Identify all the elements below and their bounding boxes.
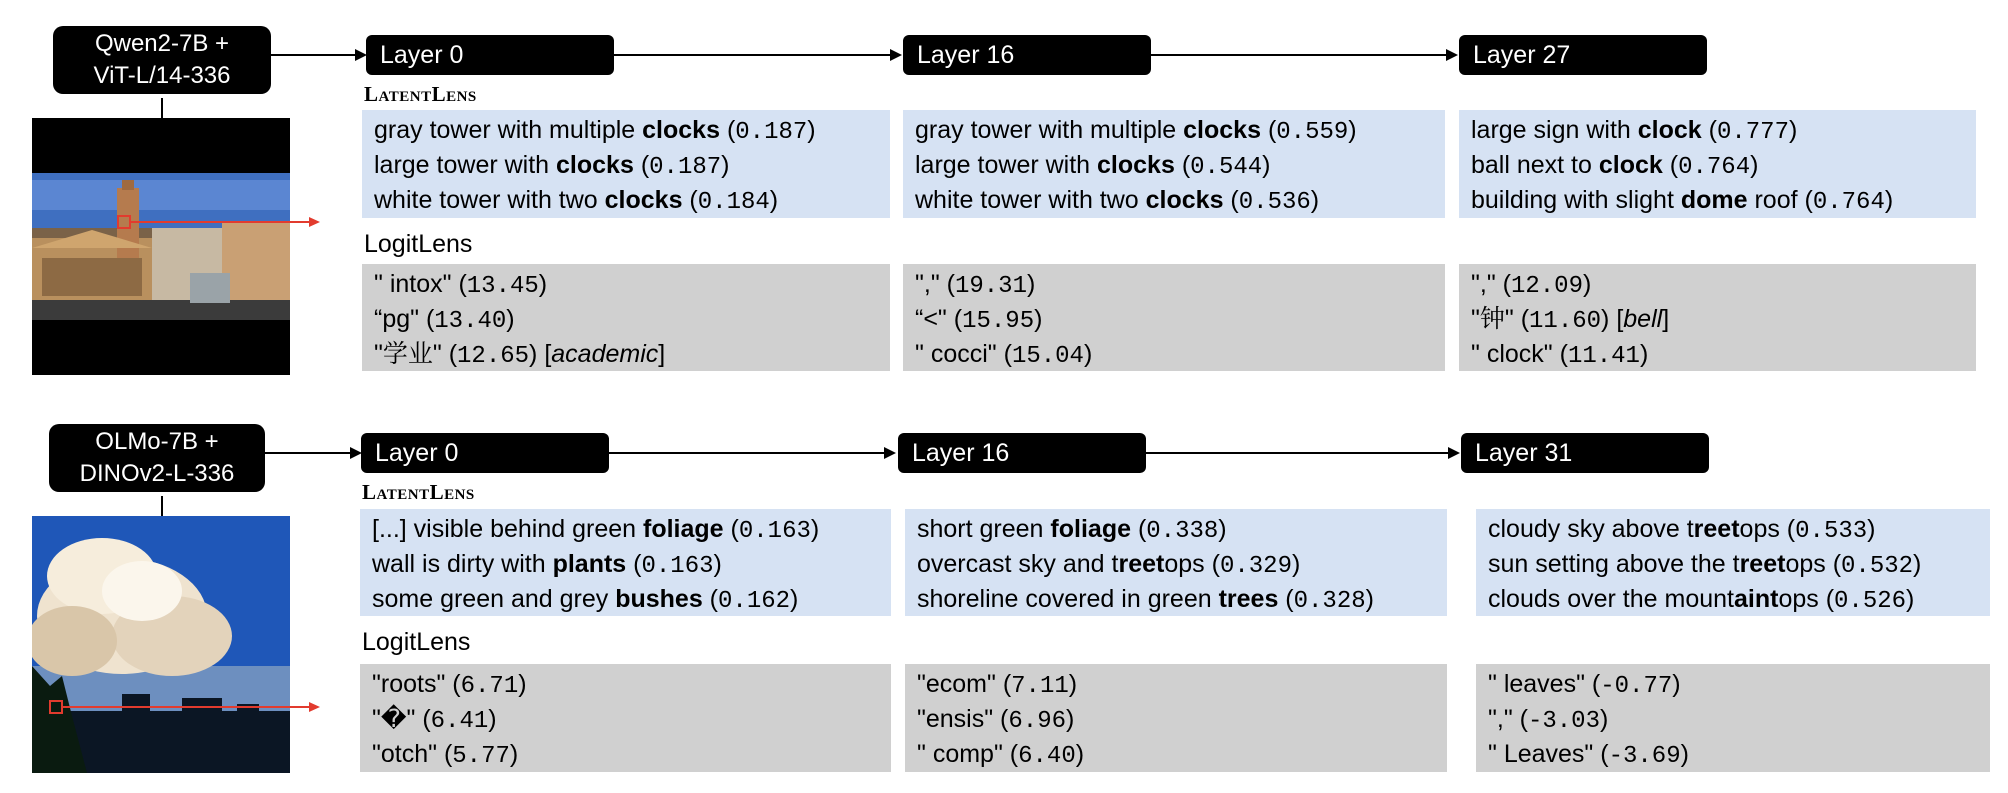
score-value: 13.45	[466, 273, 539, 300]
model-line: DINOv2-L-336	[79, 460, 235, 487]
row-text: )	[1582, 270, 1592, 298]
patch-arrow	[63, 706, 310, 708]
score-value: 0.533	[1795, 518, 1868, 545]
row-text: wall is dirty with	[372, 550, 553, 578]
connector-line	[1151, 54, 1448, 56]
row-text: ball next to	[1471, 151, 1599, 179]
latent-row	[1471, 184, 1964, 219]
latentlens-label: LatentLens	[362, 480, 475, 504]
matched-token: plants	[552, 550, 627, 578]
row-text: )	[1026, 270, 1036, 298]
row-text: )	[1365, 585, 1374, 613]
logit-row	[374, 303, 878, 338]
row-text: " Leaves" (	[1488, 740, 1609, 768]
matched-token: clocks	[1183, 116, 1261, 144]
row-text: "ecom" (	[917, 670, 1012, 698]
score-value: 12.09	[1510, 273, 1583, 300]
score-value: 0.559	[1276, 119, 1349, 146]
score-value: 0.187	[649, 154, 722, 181]
latent-results	[360, 509, 891, 616]
row-text: gray tower with multiple	[915, 116, 1184, 144]
connector-line	[614, 54, 892, 56]
row-text: )	[518, 670, 527, 698]
row-text: overcast sky and t	[917, 550, 1119, 578]
matched-token: trees	[1218, 585, 1279, 613]
row-text: "," (	[915, 270, 955, 298]
latentlens-label: LatentLens	[364, 82, 477, 106]
matched-token: aint	[1733, 585, 1779, 613]
row-text: )	[807, 116, 816, 144]
score-value: -3.03	[1527, 708, 1600, 735]
row-text: (	[1174, 151, 1191, 179]
row-text: "," (	[1488, 705, 1528, 733]
row-text: )	[1291, 550, 1301, 578]
row-text: ops (	[1785, 550, 1842, 578]
row-text: " clock" (	[1471, 340, 1568, 368]
row-text: ]	[658, 340, 666, 368]
score-value: 11.41	[1567, 343, 1640, 370]
latent-results	[1476, 509, 1990, 616]
row-text: ) [	[1601, 305, 1624, 333]
row-text: )	[488, 705, 497, 733]
score-value: 6.41	[430, 708, 489, 735]
logitlens-label: LogitLens	[364, 230, 473, 258]
arrow-head-icon	[1446, 49, 1458, 61]
piazza-illustration	[32, 118, 290, 375]
matched-token: bushes	[615, 585, 703, 613]
latent-row	[917, 583, 1435, 618]
matched-token: reet	[1693, 515, 1740, 543]
latent-row	[372, 513, 879, 548]
latent-row	[1488, 583, 1978, 618]
row-text: )	[1599, 705, 1609, 733]
row-text: " intox" (	[374, 270, 467, 298]
row-text: "�" (	[372, 705, 431, 733]
matched-token: clocks	[1145, 186, 1224, 214]
latent-row	[915, 184, 1433, 219]
matched-token: clocks	[1097, 151, 1175, 179]
image-piazza	[32, 118, 290, 375]
connector-line	[161, 496, 163, 516]
latent-row	[917, 513, 1435, 548]
score-value: 19.31	[954, 273, 1027, 300]
row-text: “<" (	[915, 305, 963, 333]
row-text: " comp" (	[917, 740, 1019, 768]
row-text: [...] visible behind green	[372, 515, 643, 543]
row-text: large tower with	[374, 151, 557, 179]
score-value: 15.04	[1011, 343, 1084, 370]
matched-token: clocks	[604, 186, 683, 214]
row-text: )	[713, 550, 722, 578]
row-text: short green	[917, 515, 1051, 543]
logit-row	[915, 303, 1433, 338]
row-text: (	[1223, 186, 1239, 214]
model-line: Qwen2-7B +	[94, 30, 230, 57]
logit-row	[917, 703, 1435, 738]
row-text: shoreline covered in green	[917, 585, 1219, 613]
latent-row	[372, 583, 879, 618]
score-value: 11.60	[1529, 308, 1602, 335]
latent-results	[905, 509, 1447, 616]
row-text: (	[720, 116, 736, 144]
row-text: gray tower with multiple	[374, 116, 643, 144]
score-value: 7.11	[1011, 673, 1069, 700]
score-value: 0.777	[1716, 119, 1789, 146]
row-text: “pg" (	[374, 305, 435, 333]
connector-line	[1146, 452, 1450, 454]
patch-marker	[49, 700, 63, 714]
row-text: )	[769, 186, 779, 214]
arrow-head-icon	[890, 49, 902, 61]
panel-olmo	[0, 398, 2008, 793]
connector-line	[271, 54, 357, 56]
row-text: roof (	[1747, 186, 1813, 214]
row-text: ops (	[1778, 585, 1835, 613]
latent-row	[1488, 513, 1978, 548]
arrow-head-icon	[309, 702, 320, 712]
latent-row	[915, 149, 1433, 184]
row-text: "otch" (	[372, 740, 453, 768]
logit-row	[1471, 303, 1964, 338]
row-text: "roots" (	[372, 670, 461, 698]
logit-row	[917, 668, 1435, 703]
matched-token: reet	[1739, 550, 1786, 578]
row-text: )	[1884, 186, 1894, 214]
row-text: )	[1906, 585, 1915, 613]
matched-token: foliage	[643, 515, 724, 543]
row-text: )	[1068, 670, 1078, 698]
row-text: clouds over the mount	[1488, 585, 1734, 613]
matched-token: dome	[1680, 186, 1748, 214]
row-text: )	[1639, 340, 1649, 368]
connector-line	[265, 452, 352, 454]
layer-label: Layer 16	[898, 433, 1146, 473]
logit-row	[915, 268, 1433, 303]
arrow-head-icon	[884, 447, 896, 459]
row-text: )	[1867, 515, 1876, 543]
logit-row	[915, 338, 1433, 373]
row-text: )	[1913, 550, 1922, 578]
row-text: white tower with two	[374, 186, 605, 214]
latent-results	[362, 110, 890, 218]
row-text: (	[1662, 151, 1679, 179]
matched-token: clock	[1598, 151, 1663, 179]
logit-row	[1488, 738, 1978, 773]
latent-row	[1471, 149, 1964, 184]
row-text: ops (	[1164, 550, 1220, 578]
row-text: )	[1075, 740, 1085, 768]
layer-label: Layer 0	[366, 35, 614, 75]
score-value: -0.77	[1600, 673, 1673, 700]
latent-row	[374, 149, 878, 184]
layer-label: Layer 0	[361, 433, 609, 473]
score-value: 0.329	[1219, 553, 1292, 580]
score-value: 0.338	[1146, 518, 1219, 545]
row-text: )	[506, 305, 515, 333]
logitlens-label: LogitLens	[362, 628, 471, 656]
score-value: 6.71	[460, 673, 519, 700]
row-text: (	[1131, 515, 1147, 543]
row-text: (	[626, 550, 642, 578]
model-line: OLMo-7B +	[95, 428, 219, 455]
score-value: 0.532	[1841, 553, 1914, 580]
score-value: 0.764	[1678, 154, 1751, 181]
row-text: cloudy sky above t	[1488, 515, 1694, 543]
row-text: white tower with two	[915, 186, 1146, 214]
score-value: 0.162	[718, 588, 791, 615]
row-text: "," (	[1471, 270, 1511, 298]
logit-row	[1471, 268, 1964, 303]
latent-row	[1488, 548, 1978, 583]
logit-results	[1459, 264, 1976, 371]
score-value: 0.526	[1834, 588, 1907, 615]
matched-token: clocks	[642, 116, 720, 144]
logit-row	[374, 338, 878, 373]
row-text: (	[1278, 585, 1294, 613]
translation: academic	[551, 340, 659, 368]
score-value: 0.163	[641, 553, 714, 580]
logit-row	[1488, 703, 1978, 738]
row-text: )	[1066, 705, 1075, 733]
latent-row	[374, 114, 878, 149]
logit-row	[372, 668, 879, 703]
row-text: "ensis" (	[917, 705, 1009, 733]
row-text: )	[1348, 116, 1357, 144]
row-text: "钟" (	[1471, 305, 1530, 333]
connector-line	[609, 452, 886, 454]
score-value: -3.69	[1608, 743, 1681, 770]
row-text: building with slight	[1471, 186, 1681, 214]
connector-line	[161, 98, 163, 118]
panel-qwen2	[0, 0, 2008, 395]
row-text: large tower with	[915, 151, 1098, 179]
row-text: )	[810, 515, 820, 543]
logit-row	[374, 268, 878, 303]
latent-row	[374, 184, 878, 219]
row-text: (	[682, 186, 698, 214]
model-label	[53, 26, 271, 94]
row-text: )	[1680, 740, 1689, 768]
latent-results	[1459, 110, 1976, 218]
row-text: )	[721, 151, 730, 179]
model-label	[49, 424, 265, 492]
patch-arrow	[131, 221, 310, 223]
row-text: )	[1034, 305, 1043, 333]
row-text: "学业" (	[374, 340, 458, 368]
arrow-head-icon	[1448, 447, 1460, 459]
row-text: )	[1218, 515, 1227, 543]
image-cloud	[32, 516, 290, 773]
matched-token: foliage	[1050, 515, 1131, 543]
row-text: )	[1788, 116, 1798, 144]
logit-results	[905, 664, 1447, 772]
layer-label: Layer 16	[903, 35, 1151, 75]
layer-label: Layer 27	[1459, 35, 1707, 75]
row-text: (	[633, 151, 650, 179]
logit-results	[360, 664, 891, 772]
row-text: (	[1261, 116, 1277, 144]
matched-token: reet	[1118, 550, 1165, 578]
score-value: 13.40	[434, 308, 507, 335]
score-value: 5.77	[452, 743, 510, 770]
score-value: 0.544	[1190, 154, 1263, 181]
row-text: ) [	[529, 340, 552, 368]
score-value: 0.187	[735, 119, 808, 146]
row-text: " leaves" (	[1488, 670, 1601, 698]
row-text: )	[1310, 186, 1320, 214]
score-value: 0.184	[697, 189, 770, 216]
logit-row	[917, 738, 1435, 773]
row-text: )	[509, 740, 519, 768]
logit-results	[362, 264, 890, 371]
score-value: 15.95	[962, 308, 1035, 335]
cloud-illustration	[32, 516, 290, 773]
row-text: " cocci" (	[915, 340, 1012, 368]
logit-row	[1488, 668, 1978, 703]
layer-label: Layer 31	[1461, 433, 1709, 473]
latent-results	[903, 110, 1445, 218]
row-text: (	[702, 585, 719, 613]
row-text: )	[790, 585, 799, 613]
matched-token: clocks	[556, 151, 634, 179]
matched-token: clock	[1637, 116, 1702, 144]
logit-results	[1476, 664, 1990, 772]
score-value: 12.65	[457, 343, 530, 370]
latent-row	[917, 548, 1435, 583]
row-text: ]	[1662, 305, 1670, 333]
logit-results	[903, 264, 1445, 371]
latent-row	[372, 548, 879, 583]
row-text: )	[538, 270, 548, 298]
patch-marker	[117, 215, 131, 229]
score-value: 0.764	[1812, 189, 1885, 216]
score-value: 0.536	[1238, 189, 1311, 216]
latent-row	[1471, 114, 1964, 149]
row-text: )	[1672, 670, 1681, 698]
translation: bell	[1623, 305, 1663, 333]
row-text: ops (	[1739, 515, 1796, 543]
model-line: ViT-L/14-336	[93, 62, 231, 89]
row-text: some green and grey	[372, 585, 616, 613]
logit-row	[372, 703, 879, 738]
score-value: 6.96	[1008, 708, 1066, 735]
row-text: )	[1750, 151, 1759, 179]
row-text: (	[723, 515, 739, 543]
score-value: 0.328	[1293, 588, 1366, 615]
row-text: )	[1083, 340, 1093, 368]
row-text: sun setting above the t	[1488, 550, 1740, 578]
logit-row	[372, 738, 879, 773]
logit-row	[1471, 338, 1964, 373]
latent-row	[915, 114, 1433, 149]
score-value: 0.163	[738, 518, 811, 545]
row-text: )	[1262, 151, 1271, 179]
arrow-head-icon	[309, 217, 320, 227]
score-value: 6.40	[1018, 743, 1076, 770]
row-text: (	[1701, 116, 1717, 144]
row-text: large sign with	[1471, 116, 1638, 144]
